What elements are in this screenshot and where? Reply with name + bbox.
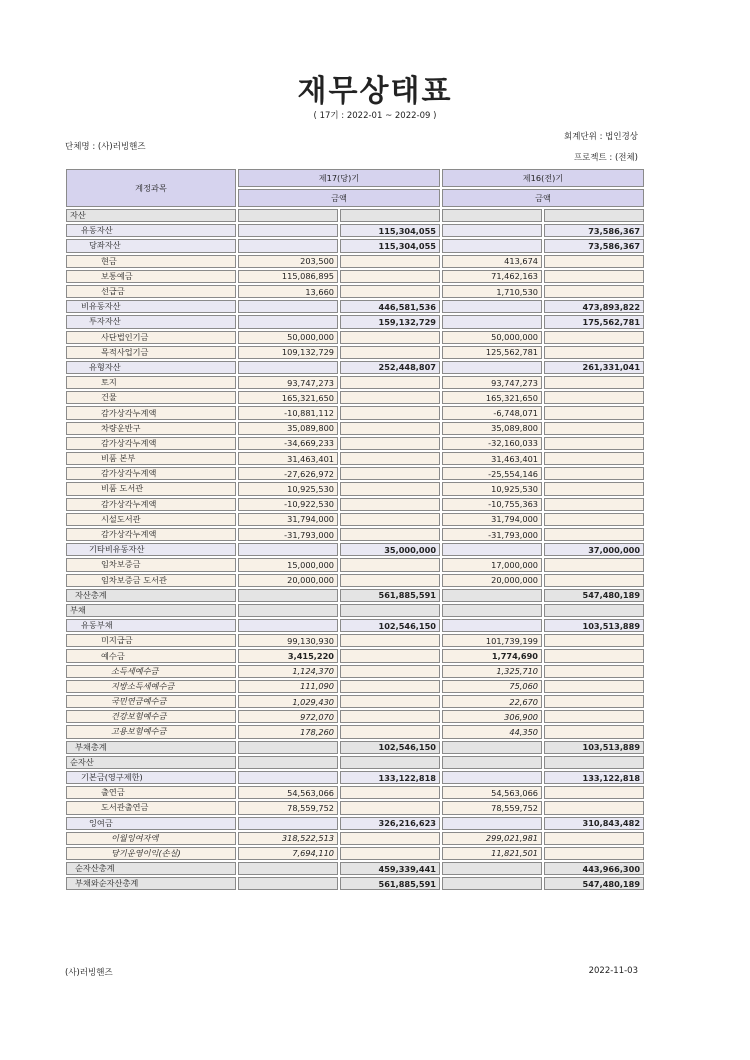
previous-detail-amount: 1,325,710 [442, 665, 542, 678]
previous-total-amount: 443,966,300 [544, 862, 644, 875]
previous-total-amount: 73,586,367 [544, 224, 644, 237]
current-total-amount [340, 285, 440, 298]
table-row [66, 406, 644, 419]
current-detail-amount: 115,086,895 [238, 270, 338, 283]
previous-total-amount: 103,513,889 [544, 619, 644, 632]
current-total-amount [340, 513, 440, 526]
previous-total-amount: 103,513,889 [544, 741, 644, 754]
account-name-cell: 소득세예수금 [66, 665, 236, 678]
previous-total-amount [544, 376, 644, 389]
current-total-amount [340, 437, 440, 450]
current-total-amount [340, 756, 440, 769]
table-row [66, 649, 644, 662]
current-detail-amount [238, 361, 338, 374]
table-row [66, 376, 644, 389]
table-row [66, 543, 644, 556]
current-total-amount [340, 482, 440, 495]
account-name-cell: 토지 [66, 376, 236, 389]
previous-detail-amount: -31,793,000 [442, 528, 542, 541]
table-row [66, 558, 644, 571]
previous-detail-amount [442, 619, 542, 632]
table-row [66, 832, 644, 845]
current-detail-amount: 99,130,930 [238, 634, 338, 647]
previous-detail-amount [442, 877, 542, 890]
previous-detail-amount: 101,739,199 [442, 634, 542, 647]
previous-detail-amount: 165,321,650 [442, 391, 542, 404]
previous-detail-amount: 31,794,000 [442, 513, 542, 526]
previous-detail-amount: -32,160,033 [442, 437, 542, 450]
current-detail-amount: 178,260 [238, 725, 338, 738]
previous-detail-amount: 22,670 [442, 695, 542, 708]
account-name-cell: 건물 [66, 391, 236, 404]
table-row [66, 422, 644, 435]
previous-detail-amount: 54,563,066 [442, 786, 542, 799]
previous-detail-amount: 71,462,163 [442, 270, 542, 283]
table-row [66, 801, 644, 814]
current-detail-amount [238, 604, 338, 617]
page-title: 재무상태표 [297, 74, 453, 109]
current-detail-amount: 93,747,273 [238, 376, 338, 389]
current-total-amount [340, 847, 440, 860]
previous-detail-amount: 299,021,981 [442, 832, 542, 845]
account-header: 계정과목 [66, 169, 236, 207]
current-total-amount [340, 376, 440, 389]
previous-total-amount [544, 391, 644, 404]
current-total-amount: 326,216,623 [340, 817, 440, 830]
previous-detail-amount: 78,559,752 [442, 801, 542, 814]
previous-total-amount: 473,893,822 [544, 300, 644, 313]
current-total-amount: 115,304,055 [340, 239, 440, 252]
table-row [66, 604, 644, 617]
current-detail-amount [238, 300, 338, 313]
table-row [66, 239, 644, 252]
previous-total-amount: 547,480,189 [544, 589, 644, 602]
current-detail-amount: 31,463,401 [238, 452, 338, 465]
previous-total-amount: 261,331,041 [544, 361, 644, 374]
current-detail-amount: 318,522,513 [238, 832, 338, 845]
account-name-cell: 감가상각누계액 [66, 498, 236, 511]
table-row [66, 437, 644, 450]
previous-total-amount [544, 528, 644, 541]
account-name-cell: 차량운반구 [66, 422, 236, 435]
previous-detail-amount: 31,463,401 [442, 452, 542, 465]
table-row [66, 574, 644, 587]
current-total-amount [340, 832, 440, 845]
current-detail-amount: -34,669,233 [238, 437, 338, 450]
balance-sheet-table [64, 167, 646, 892]
previous-detail-amount: 11,821,501 [442, 847, 542, 860]
account-name-cell: 감가상각누계액 [66, 528, 236, 541]
previous-total-amount: 175,562,781 [544, 315, 644, 328]
current-total-amount [340, 634, 440, 647]
previous-detail-amount: 93,747,273 [442, 376, 542, 389]
account-name-cell: 기본금(영구제한) [66, 771, 236, 784]
table-row [66, 680, 644, 693]
account-name-cell: 감가상각누계액 [66, 467, 236, 480]
current-detail-amount [238, 741, 338, 754]
account-name-cell: 자산총계 [66, 589, 236, 602]
previous-total-amount: 37,000,000 [544, 543, 644, 556]
current-detail-amount: 203,500 [238, 255, 338, 268]
previous-total-amount [544, 498, 644, 511]
current-detail-amount: 111,090 [238, 680, 338, 693]
previous-amount-header: 금액 [442, 189, 644, 207]
current-detail-amount: -10,881,112 [238, 406, 338, 419]
previous-detail-amount [442, 300, 542, 313]
current-total-amount: 133,122,818 [340, 771, 440, 784]
current-detail-amount: 50,000,000 [238, 331, 338, 344]
current-total-amount [340, 331, 440, 344]
table-row [66, 665, 644, 678]
table-row [66, 877, 644, 890]
previous-total-amount [544, 270, 644, 283]
previous-detail-amount [442, 756, 542, 769]
previous-detail-amount: 10,925,530 [442, 482, 542, 495]
previous-total-amount [544, 513, 644, 526]
current-period-header: 제17(당)기 [238, 169, 440, 187]
account-name-cell: 유형자산 [66, 361, 236, 374]
previous-detail-amount: -25,554,146 [442, 467, 542, 480]
current-detail-amount: 165,321,650 [238, 391, 338, 404]
account-name-cell: 선급금 [66, 285, 236, 298]
current-total-amount [340, 498, 440, 511]
previous-total-amount [544, 482, 644, 495]
current-total-amount [340, 710, 440, 723]
previous-total-amount: 547,480,189 [544, 877, 644, 890]
account-name-cell: 목적사업기금 [66, 346, 236, 359]
accounting-unit: 회계단위 : 법인경상 [564, 132, 638, 142]
account-name-cell: 자산 [66, 209, 236, 222]
current-detail-amount: 13,660 [238, 285, 338, 298]
table-row [66, 589, 644, 602]
current-detail-amount: 3,415,220 [238, 649, 338, 662]
previous-total-amount: 73,586,367 [544, 239, 644, 252]
previous-detail-amount: 20,000,000 [442, 574, 542, 587]
current-detail-amount: 7,694,110 [238, 847, 338, 860]
account-name-cell: 당기운영이익(손실) [66, 847, 236, 860]
current-total-amount [340, 422, 440, 435]
table-row [66, 452, 644, 465]
previous-total-amount [544, 437, 644, 450]
previous-detail-amount: 413,674 [442, 255, 542, 268]
current-detail-amount: 78,559,752 [238, 801, 338, 814]
footer-date: 2022-11-03 [588, 966, 638, 976]
previous-detail-amount [442, 315, 542, 328]
current-total-amount [340, 574, 440, 587]
current-detail-amount [238, 239, 338, 252]
previous-detail-amount [442, 543, 542, 556]
previous-total-amount [544, 649, 644, 662]
previous-total-amount [544, 406, 644, 419]
current-detail-amount: 54,563,066 [238, 786, 338, 799]
account-name-cell: 임차보증금 [66, 558, 236, 571]
previous-detail-amount [442, 817, 542, 830]
account-name-cell: 순자산총계 [66, 862, 236, 875]
account-name-cell: 국민연금예수금 [66, 695, 236, 708]
current-total-amount: 561,885,591 [340, 877, 440, 890]
current-total-amount [340, 665, 440, 678]
current-total-amount [340, 467, 440, 480]
previous-total-amount [544, 331, 644, 344]
account-name-cell: 감가상각누계액 [66, 406, 236, 419]
table-row [66, 619, 644, 632]
current-total-amount: 35,000,000 [340, 543, 440, 556]
account-name-cell: 건강보험예수금 [66, 710, 236, 723]
previous-total-amount: 133,122,818 [544, 771, 644, 784]
previous-detail-amount [442, 209, 542, 222]
account-name-cell: 사단법인기금 [66, 331, 236, 344]
current-total-amount: 459,339,441 [340, 862, 440, 875]
current-total-amount [340, 649, 440, 662]
table-row [66, 391, 644, 404]
table-row [66, 513, 644, 526]
table-row [66, 361, 644, 374]
current-total-amount: 115,304,055 [340, 224, 440, 237]
account-name-cell: 순자산 [66, 756, 236, 769]
previous-detail-amount: 125,562,781 [442, 346, 542, 359]
current-total-amount: 561,885,591 [340, 589, 440, 602]
previous-total-amount [544, 346, 644, 359]
table-row [66, 467, 644, 480]
previous-total-amount [544, 574, 644, 587]
current-total-amount [340, 680, 440, 693]
current-detail-amount: 15,000,000 [238, 558, 338, 571]
current-detail-amount: 1,029,430 [238, 695, 338, 708]
previous-total-amount [544, 422, 644, 435]
previous-detail-amount: 1,774,690 [442, 649, 542, 662]
previous-detail-amount: 44,350 [442, 725, 542, 738]
current-detail-amount [238, 543, 338, 556]
account-name-cell: 비품 도서관 [66, 482, 236, 495]
table-row [66, 695, 644, 708]
account-name-cell: 미지급금 [66, 634, 236, 647]
table-row [66, 528, 644, 541]
current-detail-amount: 31,794,000 [238, 513, 338, 526]
table-row [66, 498, 644, 511]
previous-detail-amount: -6,748,071 [442, 406, 542, 419]
table-row [66, 224, 644, 237]
table-row [66, 346, 644, 359]
table-row [66, 315, 644, 328]
table-row [66, 725, 644, 738]
previous-detail-amount [442, 224, 542, 237]
current-detail-amount: 10,925,530 [238, 482, 338, 495]
account-name-cell: 비품 본부 [66, 452, 236, 465]
current-total-amount [340, 528, 440, 541]
current-total-amount [340, 270, 440, 283]
account-name-cell: 비유동자산 [66, 300, 236, 313]
current-total-amount [340, 452, 440, 465]
current-amount-header: 금액 [238, 189, 440, 207]
table-row [66, 270, 644, 283]
account-name-cell: 지방소득세예수금 [66, 680, 236, 693]
current-detail-amount: 35,089,800 [238, 422, 338, 435]
account-name-cell: 투자자산 [66, 315, 236, 328]
previous-detail-amount: 50,000,000 [442, 331, 542, 344]
previous-detail-amount: 17,000,000 [442, 558, 542, 571]
previous-total-amount [544, 452, 644, 465]
previous-total-amount [544, 665, 644, 678]
table-row [66, 817, 644, 830]
current-total-amount [340, 801, 440, 814]
current-detail-amount [238, 771, 338, 784]
previous-detail-amount [442, 741, 542, 754]
current-total-amount [340, 391, 440, 404]
previous-total-amount [544, 786, 644, 799]
previous-total-amount [544, 695, 644, 708]
table-row [66, 847, 644, 860]
table-row [66, 209, 644, 222]
account-name-cell: 현금 [66, 255, 236, 268]
current-detail-amount [238, 877, 338, 890]
table-header-row [66, 169, 644, 187]
current-detail-amount: -10,922,530 [238, 498, 338, 511]
previous-period-header: 제16(전)기 [442, 169, 644, 187]
account-name-cell: 부채 [66, 604, 236, 617]
previous-total-amount [544, 832, 644, 845]
account-name-cell: 보통예금 [66, 270, 236, 283]
current-total-amount [340, 209, 440, 222]
table-row [66, 300, 644, 313]
account-name-cell: 출연금 [66, 786, 236, 799]
previous-total-amount: 310,843,482 [544, 817, 644, 830]
previous-detail-amount [442, 361, 542, 374]
current-detail-amount [238, 862, 338, 875]
current-total-amount [340, 346, 440, 359]
fiscal-period: ( 17기 : 2022-01 ~ 2022-09 ) [313, 111, 437, 121]
previous-total-amount [544, 467, 644, 480]
current-detail-amount [238, 619, 338, 632]
table-row [66, 634, 644, 647]
current-total-amount [340, 725, 440, 738]
current-detail-amount [238, 817, 338, 830]
previous-total-amount [544, 604, 644, 617]
previous-detail-amount: 75,060 [442, 680, 542, 693]
previous-total-amount [544, 285, 644, 298]
previous-total-amount [544, 710, 644, 723]
current-total-amount: 159,132,729 [340, 315, 440, 328]
table-row [66, 756, 644, 769]
current-total-amount: 446,581,536 [340, 300, 440, 313]
previous-detail-amount: 306,900 [442, 710, 542, 723]
table-row [66, 741, 644, 754]
current-detail-amount [238, 224, 338, 237]
previous-detail-amount [442, 862, 542, 875]
table-row [66, 710, 644, 723]
current-total-amount [340, 604, 440, 617]
table-row [66, 255, 644, 268]
account-name-cell: 감가상각누계액 [66, 437, 236, 450]
current-detail-amount: 972,070 [238, 710, 338, 723]
previous-total-amount [544, 847, 644, 860]
table-row [66, 771, 644, 784]
current-detail-amount [238, 209, 338, 222]
previous-detail-amount: 35,089,800 [442, 422, 542, 435]
current-detail-amount: 1,124,370 [238, 665, 338, 678]
account-name-cell: 임차보증금 도서관 [66, 574, 236, 587]
organization-name: 단체명 : (사)러빙핸즈 [65, 142, 146, 152]
account-name-cell: 시설도서관 [66, 513, 236, 526]
current-total-amount [340, 558, 440, 571]
project-filter: 프로젝트 : (전체) [573, 153, 638, 163]
account-name-cell: 잉여금 [66, 817, 236, 830]
previous-total-amount [544, 634, 644, 647]
table-row [66, 285, 644, 298]
previous-total-amount [544, 801, 644, 814]
current-detail-amount [238, 756, 338, 769]
previous-total-amount [544, 725, 644, 738]
current-total-amount: 252,448,807 [340, 361, 440, 374]
current-detail-amount: 109,132,729 [238, 346, 338, 359]
previous-detail-amount [442, 239, 542, 252]
current-total-amount: 102,546,150 [340, 741, 440, 754]
current-detail-amount: 20,000,000 [238, 574, 338, 587]
current-detail-amount [238, 589, 338, 602]
previous-total-amount [544, 680, 644, 693]
previous-detail-amount [442, 771, 542, 784]
table-row [66, 862, 644, 875]
account-name-cell: 당좌자산 [66, 239, 236, 252]
footer-organization: (사)러빙핸즈 [65, 968, 113, 978]
current-detail-amount [238, 315, 338, 328]
current-total-amount: 102,546,150 [340, 619, 440, 632]
current-detail-amount: -27,626,972 [238, 467, 338, 480]
previous-detail-amount: 1,710,530 [442, 285, 542, 298]
previous-detail-amount [442, 604, 542, 617]
previous-detail-amount [442, 589, 542, 602]
current-total-amount [340, 786, 440, 799]
current-total-amount [340, 695, 440, 708]
account-name-cell: 도서관출연금 [66, 801, 236, 814]
previous-total-amount [544, 255, 644, 268]
account-name-cell: 이월잉여자액 [66, 832, 236, 845]
account-name-cell: 유동자산 [66, 224, 236, 237]
table-row [66, 482, 644, 495]
account-name-cell: 부채와순자산총계 [66, 877, 236, 890]
account-name-cell: 고용보험예수금 [66, 725, 236, 738]
previous-total-amount [544, 209, 644, 222]
account-name-cell: 기타비유동자산 [66, 543, 236, 556]
previous-detail-amount: -10,755,363 [442, 498, 542, 511]
account-name-cell: 부채총계 [66, 741, 236, 754]
table-row [66, 786, 644, 799]
account-name-cell: 예수금 [66, 649, 236, 662]
current-total-amount [340, 406, 440, 419]
previous-total-amount [544, 756, 644, 769]
current-detail-amount: -31,793,000 [238, 528, 338, 541]
current-total-amount [340, 255, 440, 268]
account-name-cell: 유동부채 [66, 619, 236, 632]
table-row [66, 331, 644, 344]
previous-total-amount [544, 558, 644, 571]
